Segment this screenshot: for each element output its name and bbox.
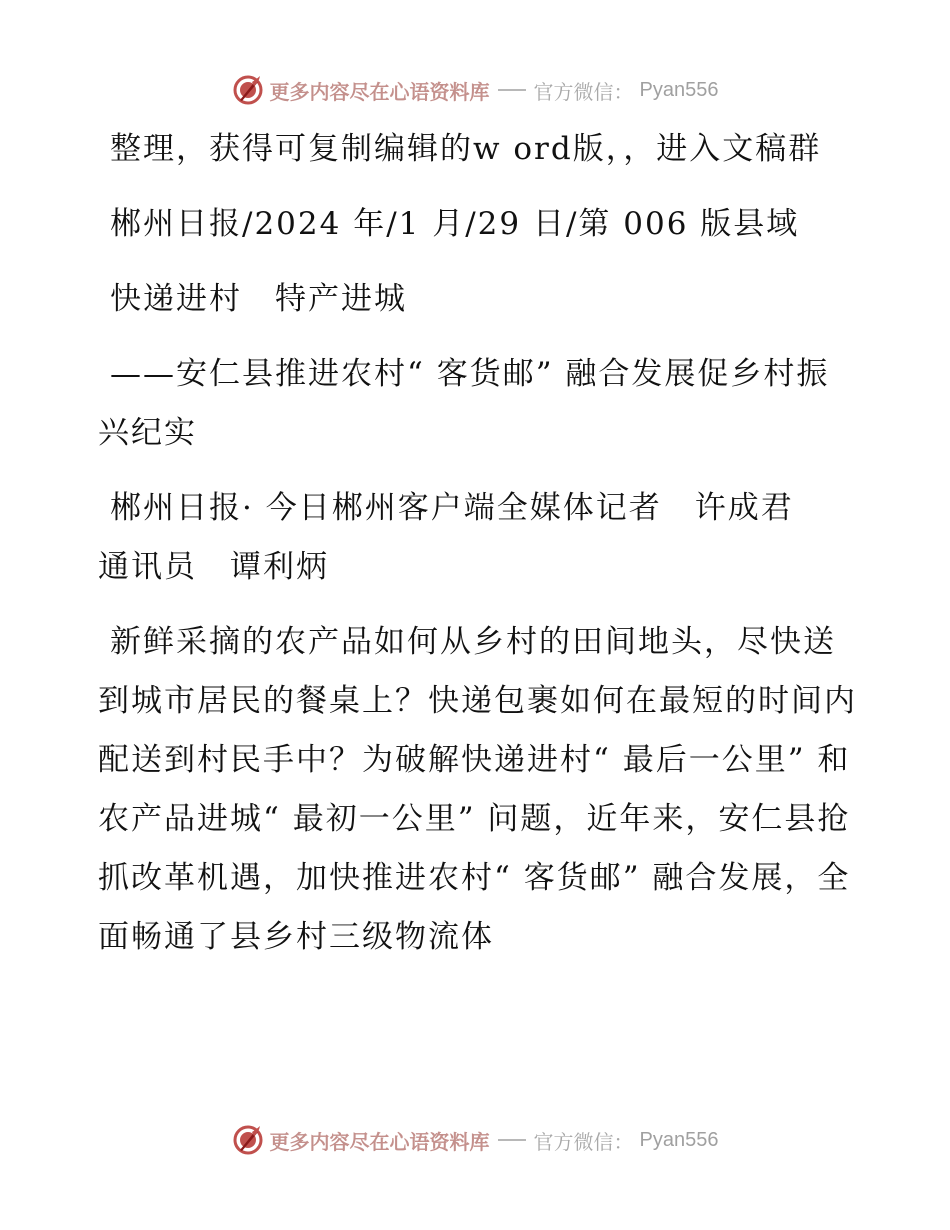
quill-logo-icon (232, 74, 264, 106)
promo-text: 更多内容尽在心语资料库 (269, 1129, 490, 1154)
footer-banner (0, 1120, 950, 1160)
banner-divider (498, 89, 526, 91)
byline: 郴州日报· 今日郴州客户端全媒体记者 许成君 通讯员 谭利炳 (98, 490, 827, 585)
subheadline: ——安仁县推进农村“ 客货邮” 融合发展促乡村振兴纪实 (98, 356, 830, 451)
body-paragraph: 新鲜采摘的农产品如何从乡村的田间地头，尽快送到城市居民的餐桌上？快递包裹如何在最短的时间内配送到村民手中？为破解快递进村“ 最后一公里” 和农产品进城“ 最初一公里” 问题，近年来，安仁县抢抓改革机遇，加快推进农村“ 客货邮” 融合发展，全面畅通了县乡村三级物流体 (98, 624, 857, 955)
wechat-id: Pyan556 (639, 78, 719, 101)
quill-logo-icon (232, 1124, 264, 1156)
wechat-label: 官方微信： (533, 79, 634, 104)
header-banner (0, 70, 950, 110)
wechat-id: Pyan556 (639, 1128, 719, 1151)
banner-divider (498, 1139, 526, 1141)
intro-line: 整理，获得可复制编辑的w ord版，，进入文稿群 (110, 131, 822, 167)
source-line: 郴州日报/2024 年/1 月/29 日/第 006 版县域 (110, 206, 800, 242)
headline: 快递进村 特产进城 (110, 281, 407, 317)
document-content (98, 120, 858, 983)
promo-text: 更多内容尽在心语资料库 (269, 79, 490, 104)
wechat-label: 官方微信： (533, 1129, 634, 1154)
